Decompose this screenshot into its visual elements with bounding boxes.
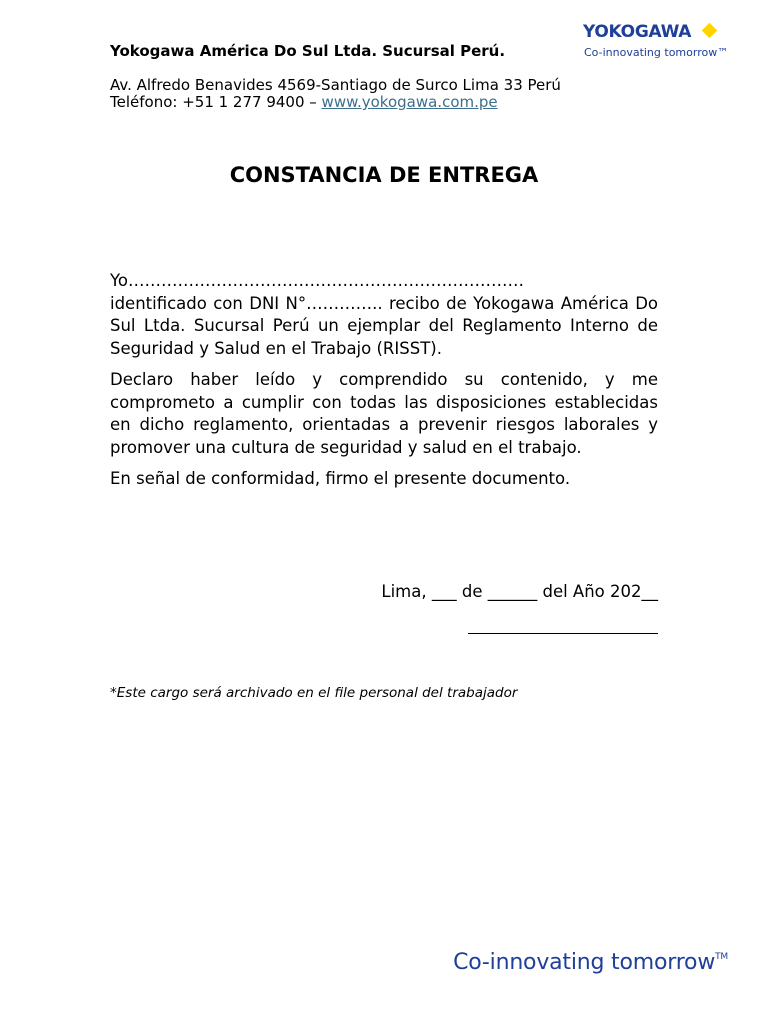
website-link[interactable]: www.yokogawa.com.pe [321, 93, 498, 111]
paragraph-conformity: En señal de conformidad, firmo el presente documento. [110, 469, 571, 488]
paragraph-declaration: Declaro haber leído y comprendido su contenido, y me comprometo a cumplir con todas las disposiciones establecidas en dicho reglamento, orientadas a prevenir riesgos laborales y promover una cultura de seguridad y salud en el trabajo. [110, 370, 658, 457]
footer-slogan [453, 950, 728, 975]
logo-wordmark: YOKOGAWA [583, 22, 692, 42]
yokogawa-logo [583, 22, 729, 62]
name-line: Yo……………………………………………………………… [110, 271, 524, 290]
footer-slogan-text: Co-innovating tomorrow [453, 950, 716, 975]
company-phone [110, 94, 498, 111]
archive-note: *Este cargo será archivado en el file personal del trabajador [110, 685, 518, 701]
date-line: Lima, ___ de ______ del Año 202__ [381, 582, 658, 601]
company-address: Av. Alfredo Benavides 4569-Santiago de Surco Lima 33 Perú [110, 76, 561, 94]
trademark-mark: TM [715, 952, 728, 962]
company-name: Yokogawa América Do Sul Ltda. Sucursal Perú. [110, 42, 506, 60]
paragraph-receipt: identificado con DNI N°………….. recibo de Yokogawa América Do Sul Ltda. Sucursal Perú un ejemplar del Reglamento Interno de Seguridad y Salud en el Trabajo (RISST). [110, 293, 658, 358]
document-title: CONSTANCIA DE ENTREGA [229, 163, 539, 187]
signature-line [468, 633, 658, 634]
logo-diamond-icon [702, 23, 718, 39]
document-body [110, 270, 658, 500]
phone-text: Teléfono: +51 1 277 9400 – [110, 93, 322, 111]
logo-tagline: Co-innovating tomorrow™ [584, 46, 729, 59]
